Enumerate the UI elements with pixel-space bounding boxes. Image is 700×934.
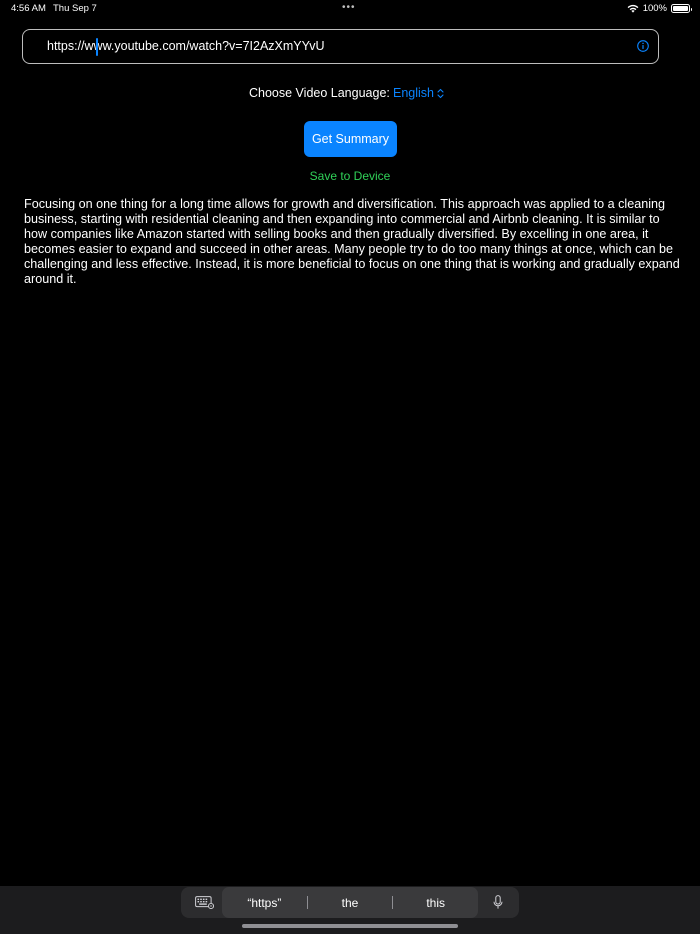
- chevron-updown-icon: [437, 88, 444, 99]
- home-indicator[interactable]: [242, 924, 458, 928]
- suggestion-3[interactable]: this: [426, 895, 446, 910]
- save-to-device-button[interactable]: Save to Device: [309, 169, 391, 183]
- keyboard-shortcut-bar: [0, 886, 700, 934]
- battery-icon: [671, 4, 690, 13]
- language-label: Choose Video Language:: [249, 86, 390, 100]
- info-icon[interactable]: [637, 40, 649, 52]
- microphone-icon[interactable]: [493, 895, 503, 910]
- language-row: [0, 86, 700, 102]
- text-cursor: [96, 38, 98, 56]
- predictive-text-bar: [222, 887, 478, 918]
- get-summary-button[interactable]: Get Summary: [304, 121, 397, 157]
- battery-level-fill: [673, 6, 688, 11]
- language-selected-value: English: [393, 86, 434, 100]
- multitasking-dots[interactable]: •••: [342, 2, 356, 13]
- battery-percent: 100%: [642, 3, 667, 14]
- status-bar: [0, 0, 700, 18]
- keyboard-icon[interactable]: [195, 896, 214, 909]
- language-picker[interactable]: [393, 86, 444, 100]
- keyboard-assistant-bar: [181, 887, 519, 918]
- suggestion-2[interactable]: the: [341, 895, 359, 910]
- video-url-input[interactable]: [47, 30, 627, 63]
- status-time: 4:56 AM: [11, 3, 46, 14]
- wifi-icon: [627, 4, 639, 13]
- status-indicators: [627, 3, 690, 14]
- suggestion-1[interactable]: “https”: [247, 895, 282, 910]
- url-field[interactable]: [22, 29, 659, 64]
- status-date: Thu Sep 7: [53, 3, 97, 14]
- summary-text: Focusing on one thing for a long time allows for growth and diversification. This approach was applied to a cleaning business, starting with residential cleaning and then expanding into commercial and Airbnb cleaning. It is similar to how companies like Amazon started with selling books and then gradually diversified. By excelling in one area, it becomes easier to expand and succeed in other areas. Many people try to do too many things at once, which can be challenging and less effective. Instead, it is more beneficial to focus on one thing that is working and gradually expand around it.: [24, 197, 680, 286]
